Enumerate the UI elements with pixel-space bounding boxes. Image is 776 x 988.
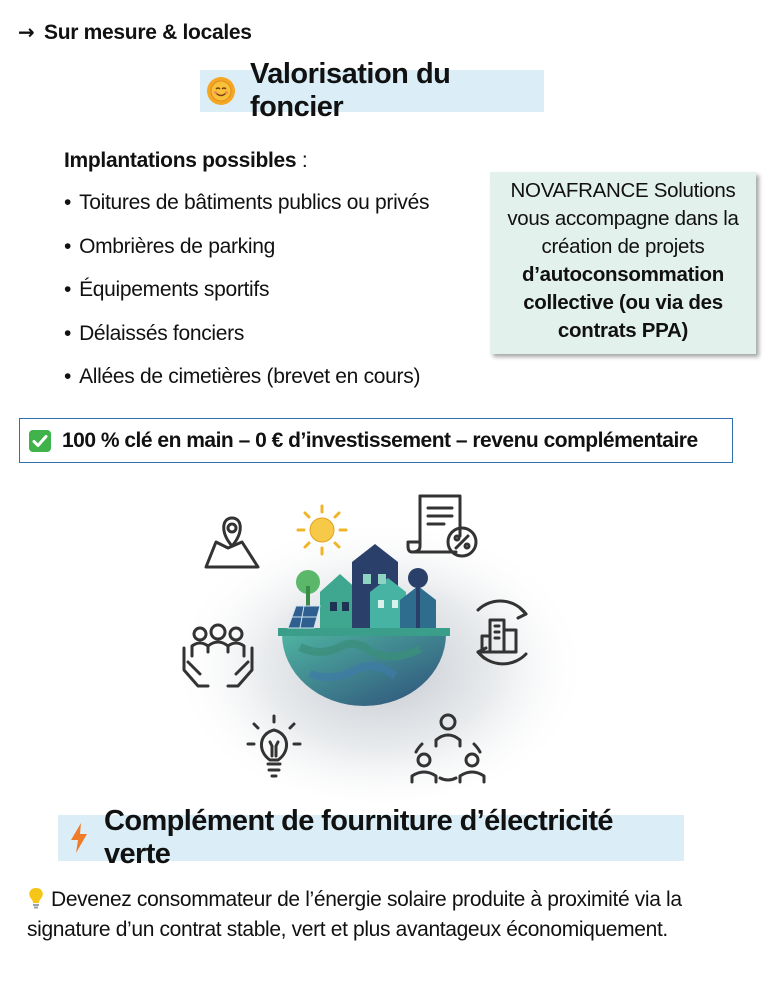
tagline-text: Sur mesure & locales — [44, 21, 252, 44]
check-mark-icon — [28, 429, 52, 453]
light-bulb-icon — [27, 887, 45, 909]
tagline — [18, 20, 252, 45]
sustainability-illustration — [160, 482, 600, 802]
list-item: • Allées de cimetières (brevet en cours) — [64, 362, 429, 406]
right-arrow-icon: → — [18, 20, 35, 44]
sun-icon — [298, 506, 346, 554]
implantations-list — [64, 188, 429, 406]
list-item: • Équipements sportifs — [64, 275, 429, 319]
key-benefits-text: 100 % clé en main – 0 € d’investissement – revenu complémentaire — [62, 428, 698, 452]
sun-face-icon — [206, 76, 236, 106]
novafrance-callout: NOVAFRANCE Solutions vous accompagne dans la création de projets d’autoconsommation collective (ou via des contrats PPA) — [490, 172, 756, 354]
section-title: Valorisation du foncier — [250, 58, 451, 123]
section-heading-foncier — [200, 58, 544, 123]
section-heading-electricite — [58, 805, 684, 870]
section-title: Complément de fourniture d’électricité verte — [104, 805, 613, 870]
key-benefits-box — [19, 418, 733, 463]
bottom-paragraph: Devenez consommateur de l’énergie solaire produite à proximité via la signature d’un contrat stable, vert et plus avantageux économiquement. — [27, 888, 682, 941]
list-item: • Délaissés fonciers — [64, 319, 429, 363]
lightning-bolt-icon — [68, 822, 90, 854]
list-item: • Toitures de bâtiments publics ou privés — [64, 188, 429, 232]
implantations-title: Implantations possibles : — [64, 149, 308, 172]
list-item: • Ombrières de parking — [64, 232, 429, 276]
